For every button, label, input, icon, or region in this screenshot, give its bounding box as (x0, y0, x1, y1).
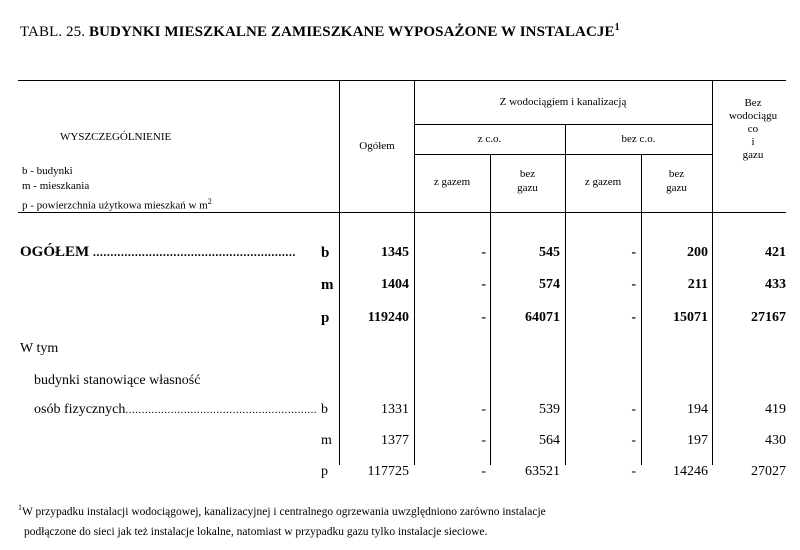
ogolem-cell-b-0: 1345 (381, 245, 409, 260)
ogolem-cell-p-3: - (631, 310, 636, 325)
osoby-cell-p-5: 27027 (751, 464, 786, 479)
osoby-cell-m-5: 430 (765, 433, 786, 448)
header-zco: z c.o. (477, 133, 502, 145)
ogolem-row-code-m: m (321, 277, 334, 293)
header-bez-wodociagu: Bez wodociągu co i gazu (728, 97, 778, 161)
osoby-cell-m-2: 564 (539, 433, 560, 448)
ogolem-cell-m-3: - (631, 277, 636, 292)
ogolem-cell-b-2: 545 (539, 245, 560, 260)
ogolem-cell-b-5: 421 (765, 245, 786, 260)
col-divider-5 (641, 154, 642, 465)
osoby-cell-b-0: 1331 (381, 402, 409, 417)
osoby-cell-m-3: - (631, 433, 636, 448)
osoby-cell-b-4: 194 (687, 402, 708, 417)
ogolem-cell-b-3: - (631, 245, 636, 260)
footnote-line-2: podłączone do sieci jak też instalacje lokalne, natomiast w przypadku gazu tylko instalacje sieciowe. (24, 526, 488, 538)
osoby-cell-p-0: 117725 (367, 464, 409, 479)
osoby-cell-b-5: 419 (765, 402, 786, 417)
header-zco-zgazem: z gazem (433, 176, 471, 188)
footnote-line-1: $^1$W przypadku instalacji wodociągowej, kanalizacyjnej i centralnego ogrzewania uwzględniono zarówno instalacje (18, 503, 546, 518)
osoby-row-code-b: b (321, 402, 328, 417)
osoby-cell-b-1: - (481, 402, 486, 417)
table-title (20, 22, 620, 41)
header-group-wodociag: Z wodociągiem i kanalizacją (499, 96, 627, 108)
header-bezco-bezgazu: bez gazu (666, 168, 687, 194)
legend-p: p - powierzchnia użytkowa mieszkań w $m^2$ (22, 197, 212, 212)
ogolem-row-code-p: p (321, 310, 330, 326)
osoby-row-code-p: p (321, 464, 328, 479)
osoby-cell-m-1: - (481, 433, 486, 448)
row-label-sub-1: budynki stanowiące własność (34, 373, 201, 388)
row-label-ogolem: OGÓŁEM .......................................................... (20, 244, 296, 260)
ogolem-cell-p-2: 64071 (525, 310, 560, 325)
osoby-cell-p-1: - (481, 464, 486, 479)
osoby-cell-m-0: 1377 (381, 433, 409, 448)
ogolem-cell-p-1: - (481, 310, 486, 325)
header-bezco: bez c.o. (621, 133, 656, 145)
ogolem-row-code-b: b (321, 245, 330, 261)
osoby-cell-b-3: - (631, 402, 636, 417)
table-title-text: BUDYNKI MIESZKALNE ZAMIESZKANE WYPOSAŻONE W INSTALACJE (88, 24, 615, 40)
ogolem-cell-p-0: 119240 (367, 310, 409, 325)
table-number: TABL. 25. (20, 24, 86, 40)
ogolem-cell-m-0: 1404 (381, 277, 409, 292)
group-rule (414, 124, 712, 125)
ogolem-cell-m-2: 574 (539, 277, 560, 292)
ogolem-cell-p-4: 15071 (673, 310, 708, 325)
legend-b: b - budynki (22, 165, 73, 177)
osoby-cell-p-2: 63521 (525, 464, 560, 479)
subgroup-rule (414, 154, 712, 155)
table-top-rule (18, 80, 786, 81)
osoby-cell-p-3: - (631, 464, 636, 479)
header-ogolem: Ogółem (359, 140, 395, 152)
osoby-cell-b-2: 539 (539, 402, 560, 417)
ogolem-cell-m-4: 211 (687, 277, 708, 292)
osoby-cell-p-4: 14246 (673, 464, 708, 479)
title-footnote-mark: 1 (614, 22, 620, 33)
legend-m: m - mieszkania (22, 180, 90, 192)
osoby-cell-m-4: 197 (687, 433, 708, 448)
ogolem-cell-b-1: - (481, 245, 486, 260)
ogolem-cell-m-5: 433 (765, 277, 786, 292)
header-bezco-zgazem: z gazem (584, 176, 622, 188)
header-spec: WYSZCZEGÓLNIENIE (60, 131, 172, 143)
ogolem-cell-b-4: 200 (687, 245, 708, 260)
row-label-sub-2: osób fizycznych........................................................... (34, 402, 318, 417)
col-divider-1 (339, 80, 340, 465)
ogolem-cell-p-5: 27167 (751, 310, 786, 325)
row-label-wtym: W tym (20, 341, 59, 356)
header-zco-bezgazu: bez gazu (517, 168, 538, 194)
col-divider-3 (490, 154, 491, 465)
ogolem-cell-m-1: - (481, 277, 486, 292)
osoby-row-code-m: m (321, 433, 332, 448)
